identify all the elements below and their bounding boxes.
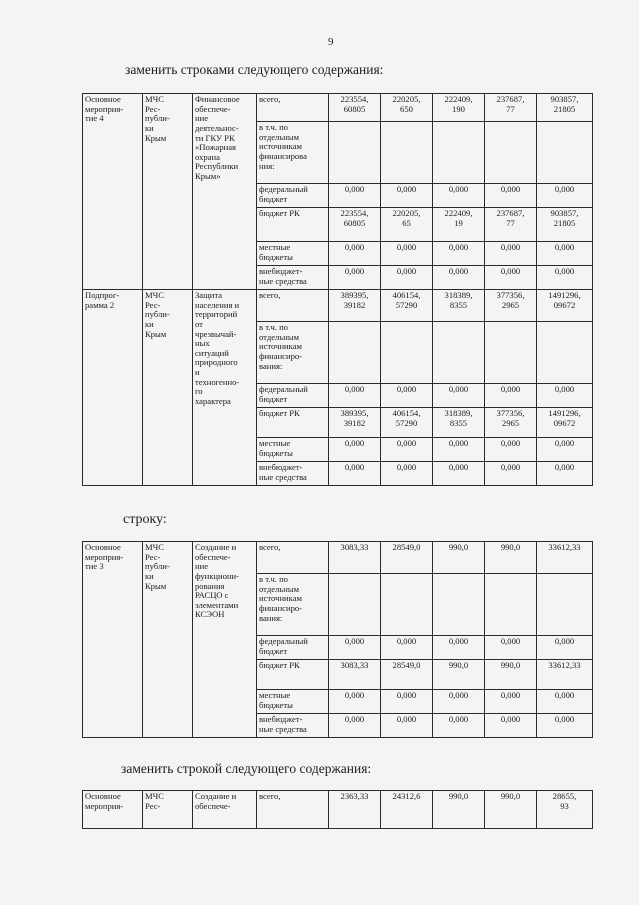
value-cell: 0,000 <box>485 714 537 738</box>
value-cell: 389395, 39182 <box>329 290 381 322</box>
row-label-total: всего, <box>257 542 329 574</box>
description-cell: Финансовое обеспече- ние деятельнос- ти ГКУ РК «Пожарная охрана Республики Крым» <box>193 94 257 290</box>
row-label-including: в т.ч. по отдельным источникам финансиро- вания: <box>257 574 329 636</box>
value-cell: 28655, 93 <box>537 791 593 829</box>
value-cell: 0,000 <box>329 636 381 660</box>
value-cell: 0,000 <box>329 384 381 408</box>
value-cell: 237687, 77 <box>485 208 537 242</box>
program-name-cell: Основное мероприя- тие 3 <box>83 542 143 738</box>
executor-cell: МЧС Рес- публи- ки Крым <box>143 94 193 290</box>
value-cell: 0,000 <box>537 636 593 660</box>
value-cell: 237687, 77 <box>485 94 537 122</box>
row-label-budget-rk: бюджет РК <box>257 208 329 242</box>
value-cell: 223554, 60805 <box>329 94 381 122</box>
value-cell: 0,000 <box>381 636 433 660</box>
instruction-heading-row: строку: <box>123 512 167 527</box>
budget-table-new-rows <box>82 93 593 486</box>
value-cell: 220205, 65 <box>381 208 433 242</box>
row-label-budget-rk: бюджет РК <box>257 408 329 438</box>
value-cell: 377356, 2965 <box>485 290 537 322</box>
page-number: 9 <box>328 36 334 48</box>
value-cell: 0,000 <box>381 438 433 462</box>
value-cell: 0,000 <box>329 438 381 462</box>
value-cell: 0,000 <box>381 184 433 208</box>
value-cell: 903857, 21805 <box>537 94 593 122</box>
value-cell: 0,000 <box>433 384 485 408</box>
description-cell: Создание и обеспече- <box>193 791 257 829</box>
value-cell: 1491296, 09672 <box>537 290 593 322</box>
row-label-offbudget: внебюджет- ные средства <box>257 462 329 486</box>
executor-cell: МЧС Рес- <box>143 791 193 829</box>
table-row <box>83 791 593 829</box>
row-label-including: в т.ч. по отдельным источникам финансирова ния: <box>257 122 329 184</box>
value-cell: 0,000 <box>485 690 537 714</box>
row-label-local: местные бюджеты <box>257 242 329 266</box>
row-label-local: местные бюджеты <box>257 690 329 714</box>
row-label-offbudget: внебюджет- ные средства <box>257 266 329 290</box>
value-cell: 28549,0 <box>381 542 433 574</box>
value-cell: 0,000 <box>433 242 485 266</box>
value-cell: 0,000 <box>537 438 593 462</box>
budget-table-old-row <box>82 541 593 738</box>
executor-cell: МЧС Рес- публи- ки Крым <box>143 290 193 486</box>
value-cell: 389395, 39182 <box>329 408 381 438</box>
value-cell: 0,000 <box>433 636 485 660</box>
value-cell: 0,000 <box>537 690 593 714</box>
value-cell: 990,0 <box>433 542 485 574</box>
value-cell: 0,000 <box>329 462 381 486</box>
value-cell: 990,0 <box>433 791 485 829</box>
value-cell: 33612,33 <box>537 660 593 690</box>
value-cell: 406154, 57290 <box>381 408 433 438</box>
value-cell: 220205, 650 <box>381 94 433 122</box>
table-row <box>83 94 593 122</box>
row-label-total: всего, <box>257 290 329 322</box>
value-cell: 990,0 <box>485 791 537 829</box>
row-label-federal: федеральный бюджет <box>257 384 329 408</box>
table-row <box>83 290 593 322</box>
row-label-including: в т.ч. по отдельным источникам финансиро- вания: <box>257 322 329 384</box>
value-cell: 0,000 <box>381 690 433 714</box>
value-cell: 990,0 <box>433 660 485 690</box>
value-cell: 33612,33 <box>537 542 593 574</box>
value-cell: 0,000 <box>485 266 537 290</box>
value-cell: 223554, 60805 <box>329 208 381 242</box>
value-cell: 318389, 8355 <box>433 290 485 322</box>
value-cell: 3083,33 <box>329 542 381 574</box>
program-name-cell: Подпрог- рамма 2 <box>83 290 143 486</box>
row-label-total: всего, <box>257 791 329 829</box>
value-cell: 318389, 8355 <box>433 408 485 438</box>
value-cell: 0,000 <box>537 462 593 486</box>
instruction-heading-replace-rows: заменить строками следующего содержания: <box>125 62 384 77</box>
value-cell: 0,000 <box>485 438 537 462</box>
value-cell: 2363,33 <box>329 791 381 829</box>
value-cell: 0,000 <box>329 714 381 738</box>
value-cell: 0,000 <box>485 242 537 266</box>
value-cell: 0,000 <box>537 184 593 208</box>
program-name-cell: Основное мероприя- тие 4 <box>83 94 143 290</box>
program-name-cell: Основное мероприя- <box>83 791 143 829</box>
value-cell: 990,0 <box>485 660 537 690</box>
row-label-offbudget: внебюджет- ные средства <box>257 714 329 738</box>
row-label-federal: федеральный бюджет <box>257 636 329 660</box>
value-cell: 903857, 21805 <box>537 208 593 242</box>
value-cell: 990,0 <box>485 542 537 574</box>
value-cell: 0,000 <box>537 714 593 738</box>
value-cell: 0,000 <box>433 462 485 486</box>
description-cell: Создание и обеспече- ние функциони- рования РАСЦО с элементами КСЭОН <box>193 542 257 738</box>
value-cell: 0,000 <box>433 184 485 208</box>
value-cell: 222409, 19 <box>433 208 485 242</box>
value-cell: 3083,33 <box>329 660 381 690</box>
instruction-heading-replace-row: заменить строкой следующего содержания: <box>121 761 372 776</box>
value-cell: 0,000 <box>433 266 485 290</box>
value-cell: 406154, 57290 <box>381 290 433 322</box>
executor-cell: МЧС Рес- публи- ки Крым <box>143 542 193 738</box>
value-cell: 0,000 <box>433 690 485 714</box>
value-cell: 0,000 <box>329 184 381 208</box>
value-cell: 0,000 <box>329 242 381 266</box>
row-label-federal: федеральный бюджет <box>257 184 329 208</box>
description-cell: Защита населения и территорий от чрезвычай- ных ситуаций природного и техногенно- го характера <box>193 290 257 486</box>
budget-table-new-row <box>82 790 593 829</box>
value-cell: 0,000 <box>537 384 593 408</box>
value-cell: 377356, 2965 <box>485 408 537 438</box>
value-cell: 0,000 <box>485 636 537 660</box>
value-cell: 0,000 <box>381 384 433 408</box>
value-cell: 0,000 <box>485 184 537 208</box>
row-label-local: местные бюджеты <box>257 438 329 462</box>
value-cell: 28549,0 <box>381 660 433 690</box>
value-cell: 0,000 <box>329 690 381 714</box>
value-cell: 0,000 <box>381 242 433 266</box>
value-cell: 222409, 190 <box>433 94 485 122</box>
value-cell: 0,000 <box>537 242 593 266</box>
value-cell: 0,000 <box>433 714 485 738</box>
value-cell: 0,000 <box>485 384 537 408</box>
value-cell: 0,000 <box>381 714 433 738</box>
value-cell: 0,000 <box>433 438 485 462</box>
row-label-budget-rk: бюджет РК <box>257 660 329 690</box>
value-cell: 24312,6 <box>381 791 433 829</box>
value-cell: 0,000 <box>329 266 381 290</box>
value-cell: 1491296, 09672 <box>537 408 593 438</box>
table-row <box>83 542 593 574</box>
value-cell: 0,000 <box>381 462 433 486</box>
value-cell: 0,000 <box>381 266 433 290</box>
row-label-total: всего, <box>257 94 329 122</box>
value-cell: 0,000 <box>537 266 593 290</box>
value-cell: 0,000 <box>485 462 537 486</box>
